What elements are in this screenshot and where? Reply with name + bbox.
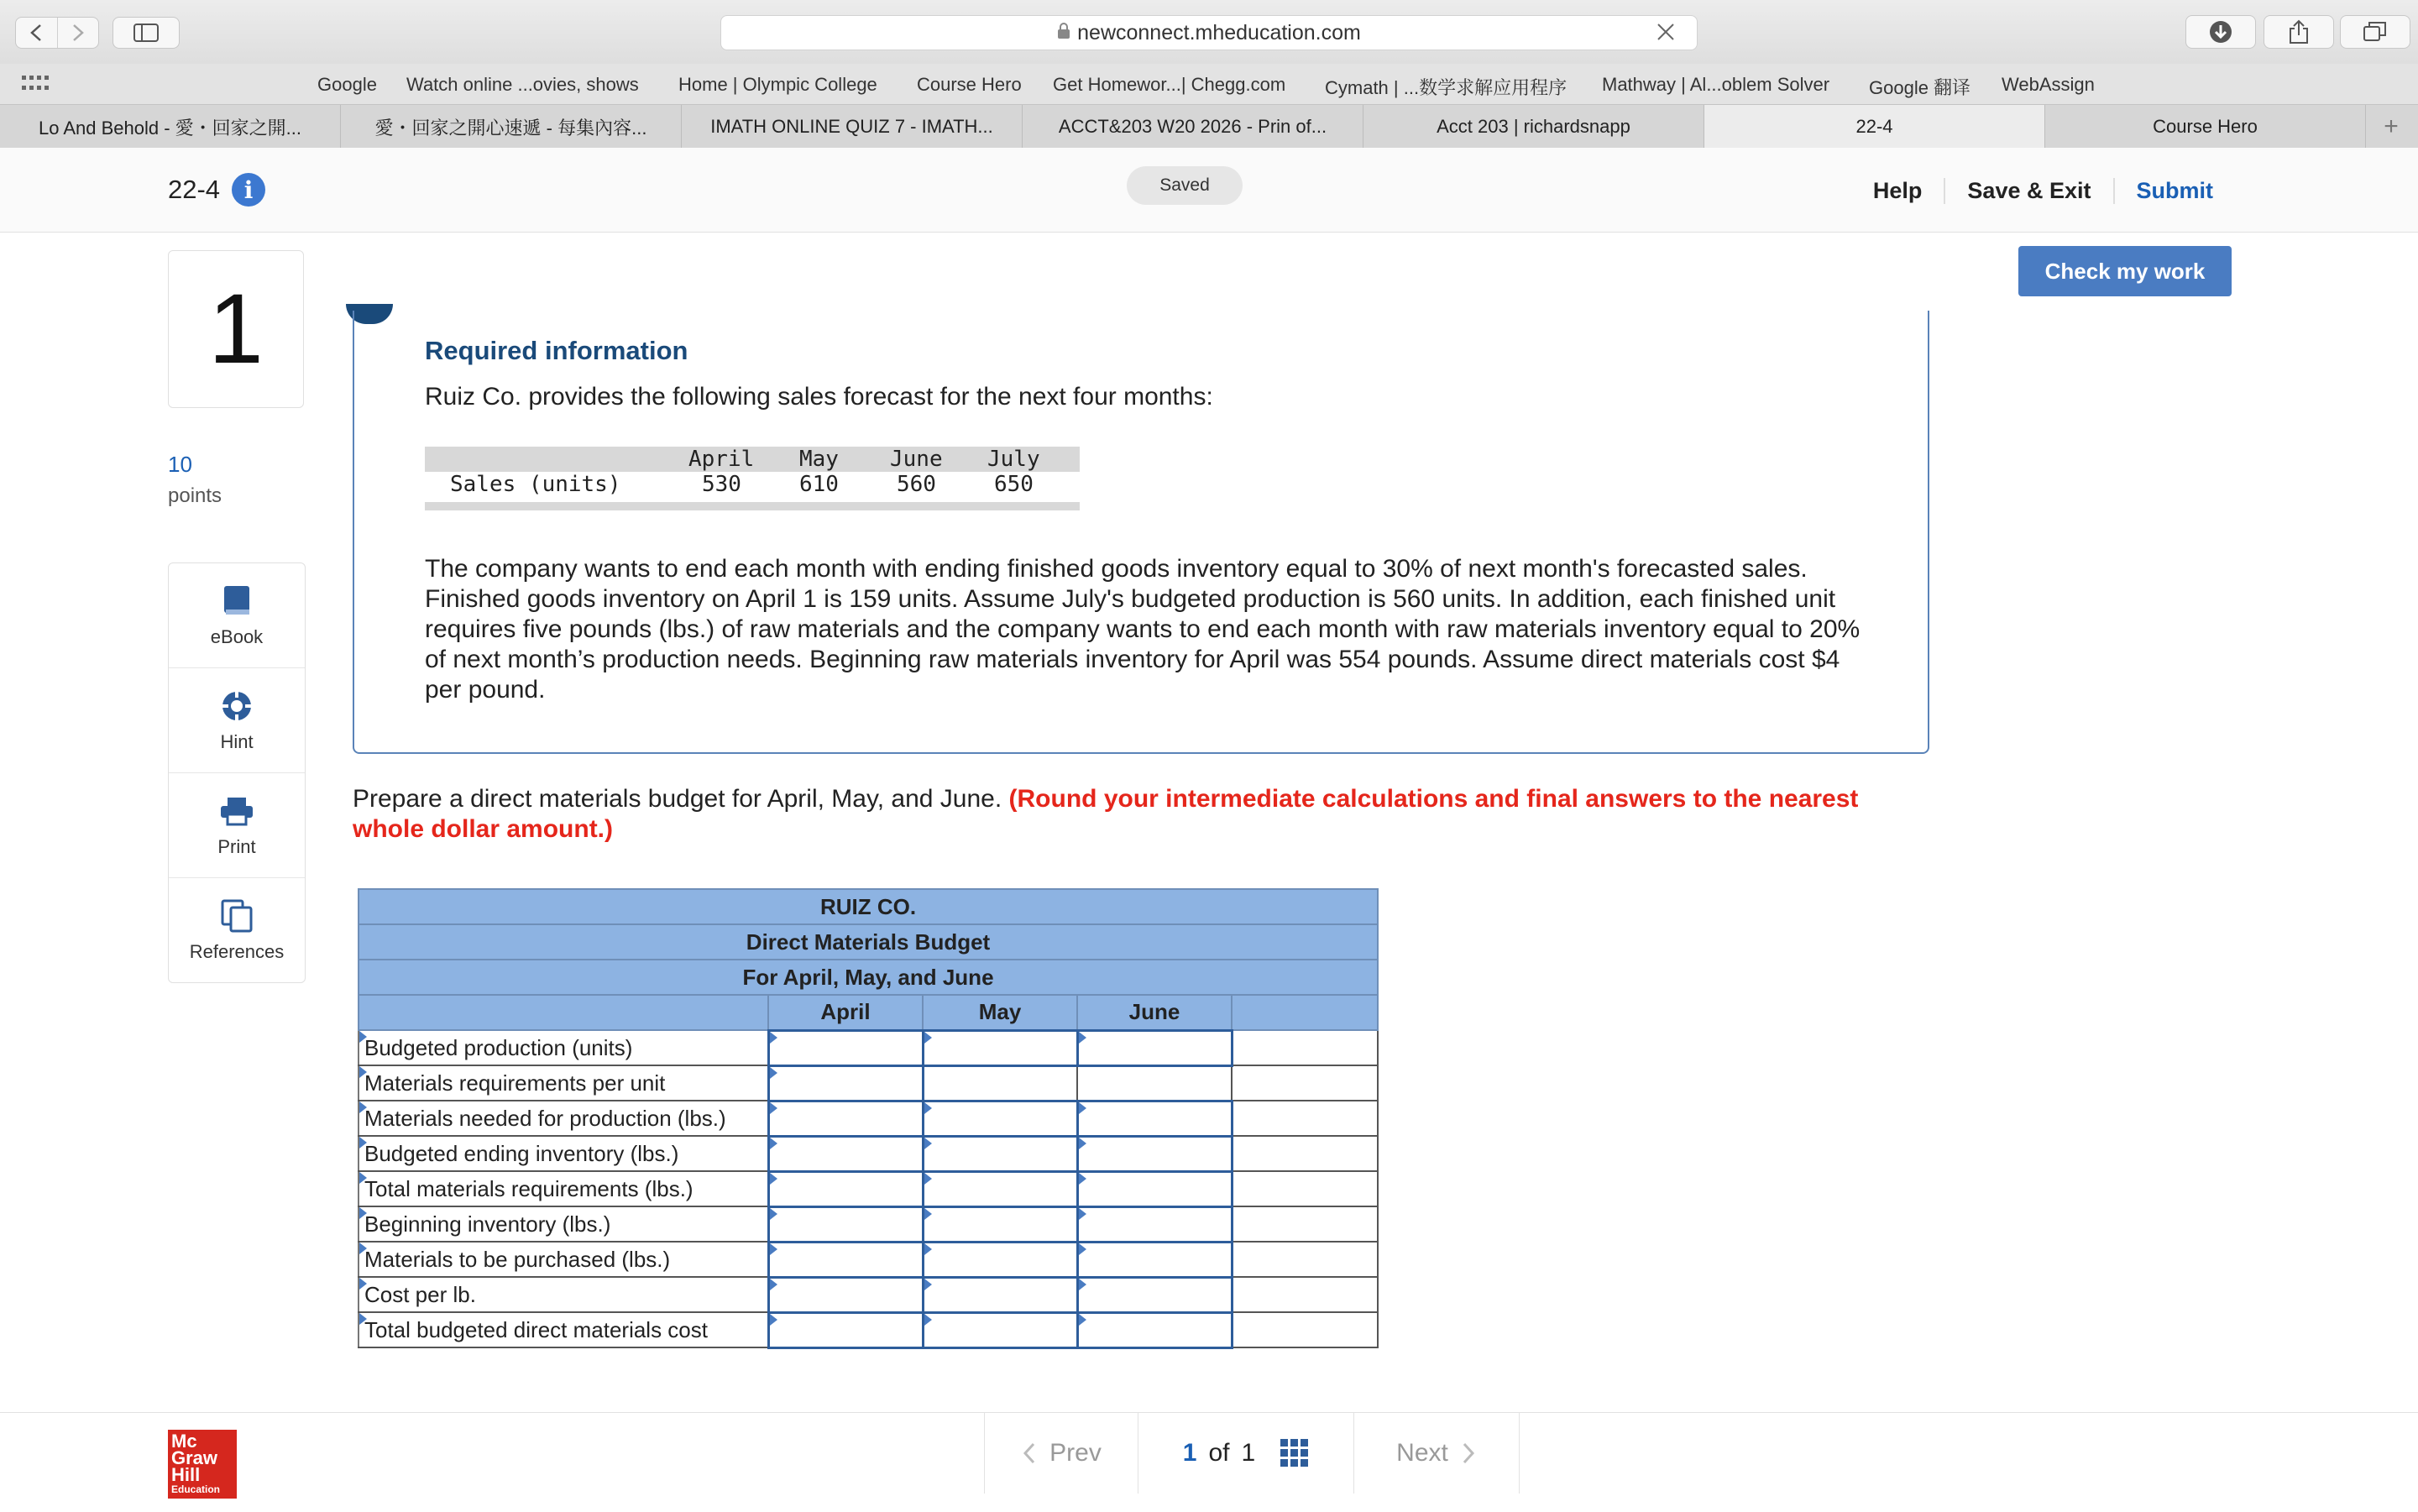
favorite-webassign[interactable]: WebAssign: [2002, 74, 2095, 95]
materials-purchased-june-input[interactable]: [1077, 1242, 1232, 1277]
table-row: [359, 1206, 1378, 1242]
logo-line-4: Education: [171, 1483, 221, 1495]
browser-toolbar: [0, 0, 2418, 64]
url-text: newconnect.mheducation.com: [1077, 20, 1361, 44]
footer: [0, 1412, 2418, 1512]
problem-description: The company wants to end each month with ending finished goods inventory equal to 30% of next month's forecasted sales. Finished goods inventory on April 1 is 159 units. Assume July's budgeted production is 560 units. In addition, each finished unit requires five pounds (lbs.) of raw materials and the company wants to end each month with raw materials inventory equal to 20% of next month’s production needs. Beginning raw materials inventory for April was 554 pounds. Assume direct materials cost $4 per pound.: [425, 555, 1861, 704]
ending-inventory-june-input[interactable]: [1077, 1136, 1232, 1171]
budget-header-blank: [359, 995, 768, 1030]
table-row: [359, 1065, 1378, 1101]
favorite-chegg[interactable]: Get Homewor...| Chegg.com: [1053, 74, 1286, 95]
total-cost-april-input[interactable]: [768, 1312, 923, 1347]
hint-label: Hint: [220, 731, 254, 752]
favorite-google-translate[interactable]: Google 翻译: [1869, 77, 1971, 98]
book-icon: [222, 583, 251, 620]
page-of: of: [1208, 1439, 1230, 1467]
ebook-button[interactable]: [169, 563, 305, 668]
table-row: [359, 1277, 1378, 1312]
sales-forecast-intro: Ruiz Co. provides the following sales forecast for the next four months:: [425, 383, 1213, 411]
budget-company: RUIZ CO.: [359, 889, 1378, 924]
tools-panel: [168, 562, 306, 983]
ending-inventory-may-input[interactable]: [923, 1136, 1077, 1171]
prepare-text: Prepare a direct materials budget for April, May, and June.: [353, 785, 1002, 813]
references-label: References: [189, 941, 285, 962]
logo-line-3: Hill: [171, 1464, 201, 1485]
row-label-materials-purchased: Materials to be purchased (lbs.): [359, 1242, 768, 1277]
nav-buttons: [15, 17, 99, 49]
new-tab-button[interactable]: +: [2384, 112, 2399, 140]
pagination: [984, 1413, 1520, 1494]
column-header-extra: [1232, 995, 1378, 1030]
chevron-left-icon: [29, 24, 43, 42]
empty-cell: [1232, 1242, 1378, 1277]
row-label-total-cost: Total budgeted direct materials cost: [359, 1312, 768, 1347]
empty-cell: [1232, 1312, 1378, 1347]
ebook-label: eBook: [210, 626, 264, 647]
direct-materials-budget-table: [358, 888, 1379, 1349]
favorite-cymath[interactable]: Cymath | ...数学求解应用程序: [1325, 77, 1568, 98]
table-row: [359, 1312, 1378, 1347]
empty-cell: [1232, 1065, 1378, 1101]
budget-title: Direct Materials Budget: [359, 924, 1378, 960]
month-july: July: [987, 447, 1040, 472]
chevron-right-icon: [71, 24, 85, 42]
chevron-right-icon: [1460, 1441, 1477, 1465]
row-label-ending-inventory: Budgeted ending inventory (lbs.): [359, 1136, 768, 1171]
prev-button[interactable]: [984, 1413, 1138, 1494]
instructions: [353, 784, 1931, 845]
cost-per-lb-may-input[interactable]: [923, 1277, 1077, 1312]
page-title: [168, 173, 265, 207]
row-label-cost-per-lb: Cost per lb.: [359, 1277, 768, 1312]
materials-purchased-may-input[interactable]: [923, 1242, 1077, 1277]
beginning-inventory-june-input[interactable]: [1077, 1206, 1232, 1242]
submit-button[interactable]: Submit: [2113, 178, 2236, 204]
table-row: [359, 1242, 1378, 1277]
table-row: [359, 1136, 1378, 1171]
share-button[interactable]: [2264, 15, 2334, 49]
tab-acct-203-richardsnapp[interactable]: Acct 203 | richardsnapp: [1363, 105, 1704, 149]
month-june: June: [890, 447, 943, 472]
address-bar[interactable]: [720, 15, 1698, 50]
favorite-course-hero[interactable]: Course Hero: [917, 74, 1022, 95]
table-row: [359, 1101, 1378, 1136]
lock-icon: [1057, 21, 1070, 45]
sales-april: 530: [702, 472, 741, 497]
check-my-work-button[interactable]: Check my work: [2018, 246, 2232, 296]
materials-needed-may-input[interactable]: [923, 1101, 1077, 1136]
row-label-beginning-inventory: Beginning inventory (lbs.): [359, 1206, 768, 1242]
required-info-title: Required information: [425, 336, 688, 365]
materials-purchased-april-input[interactable]: [768, 1242, 923, 1277]
month-april: April: [688, 447, 755, 472]
page-indicator[interactable]: [1138, 1413, 1353, 1494]
grid-icon[interactable]: [1280, 1439, 1309, 1468]
beginning-inventory-april-input[interactable]: [768, 1206, 923, 1242]
total-pages: 1: [1241, 1439, 1256, 1467]
month-may: May: [799, 447, 839, 472]
cost-per-lb-april-input[interactable]: [768, 1277, 923, 1312]
points-label: points: [168, 484, 222, 507]
info-icon[interactable]: i: [232, 173, 265, 207]
hint-button[interactable]: [169, 668, 305, 773]
saved-status-badge: Saved: [1127, 166, 1243, 205]
tabs-icon: [2363, 20, 2388, 44]
chevron-left-icon: [1021, 1441, 1038, 1465]
empty-cell: [1077, 1065, 1232, 1101]
question-number: 1: [168, 250, 304, 408]
prev-label: Prev: [1049, 1439, 1102, 1467]
sidebar-toggle-button[interactable]: [113, 17, 180, 49]
budgeted-production-april-input[interactable]: [768, 1030, 923, 1065]
budget-period: For April, May, and June: [359, 960, 1378, 995]
favorites-bar: [0, 64, 2418, 104]
references-button[interactable]: [169, 878, 305, 982]
share-icon: [2288, 19, 2310, 44]
budgeted-production-may-input[interactable]: [923, 1030, 1077, 1065]
tab-lo-and-behold[interactable]: Lo And Behold - 愛・回家之開...: [0, 105, 341, 149]
row-label-materials-needed: Materials needed for production (lbs.): [359, 1101, 768, 1136]
lifebuoy-icon: [220, 688, 254, 725]
sales-forecast-row: [425, 472, 1080, 510]
tab-22-4[interactable]: 22-4: [1704, 105, 2045, 149]
empty-cell: [1232, 1206, 1378, 1242]
ending-inventory-april-input[interactable]: [768, 1136, 923, 1171]
sales-forecast-header: [425, 447, 1080, 472]
assignment-header: [0, 148, 2418, 233]
tab-acct-203-course[interactable]: ACCT&203 W20 2026 - Prin of...: [1023, 105, 1363, 149]
favorite-mathway[interactable]: Mathway | Al...oblem Solver: [1602, 74, 1830, 95]
print-button[interactable]: [169, 773, 305, 878]
total-requirements-june-input[interactable]: [1077, 1171, 1232, 1206]
logo-line-1: Mc: [171, 1431, 197, 1452]
sales-july: 650: [994, 472, 1034, 497]
total-requirements-may-input[interactable]: [923, 1171, 1077, 1206]
row-label-materials-per-unit: Materials requirements per unit: [359, 1065, 768, 1101]
column-header-june: June: [1077, 995, 1232, 1030]
empty-cell: [1232, 1101, 1378, 1136]
forward-button[interactable]: [57, 18, 99, 48]
sales-label: Sales (units): [450, 472, 621, 497]
back-button[interactable]: [16, 18, 57, 48]
mcgraw-hill-logo: [168, 1430, 237, 1499]
table-row: [359, 1030, 1378, 1065]
current-page: 1: [1182, 1439, 1197, 1467]
total-cost-june-input[interactable]: [1077, 1312, 1232, 1347]
materials-per-unit-april-input[interactable]: [768, 1065, 923, 1101]
row-label-budgeted-production: Budgeted production (units): [359, 1030, 768, 1065]
sales-june: 560: [897, 472, 936, 497]
close-icon[interactable]: [1653, 19, 1678, 50]
assignment-title: 22-4: [168, 175, 221, 204]
download-icon: [2208, 19, 2233, 44]
points-display: [168, 452, 222, 508]
favorite-olympic-college[interactable]: Home | Olympic College: [678, 74, 877, 95]
empty-cell: [1232, 1136, 1378, 1171]
materials-needed-june-input[interactable]: [1077, 1101, 1232, 1136]
rounding-instruction: (Round your intermediate calculations and final answers to the nearest whole dollar amount.): [353, 785, 1859, 843]
tab-family-news[interactable]: 愛・回家之開心速遞 - 每集內容...: [341, 105, 682, 149]
tabs-overview-button[interactable]: [2340, 15, 2410, 49]
favorite-google[interactable]: Google: [317, 74, 377, 95]
logo-line-2: Graw: [171, 1447, 218, 1468]
materials-needed-april-input[interactable]: [768, 1101, 923, 1136]
total-requirements-april-input[interactable]: [768, 1171, 923, 1206]
header-actions: [1851, 178, 2235, 204]
tab-imath-quiz[interactable]: IMATH ONLINE QUIZ 7 - IMATH...: [682, 105, 1023, 149]
sales-forecast-table: [425, 447, 1080, 510]
download-button[interactable]: [2185, 15, 2256, 49]
next-button[interactable]: [1353, 1413, 1520, 1494]
print-label: Print: [217, 836, 256, 857]
empty-cell: [1232, 1171, 1378, 1206]
column-header-april: April: [768, 995, 923, 1030]
table-row: [359, 1171, 1378, 1206]
empty-cell: [1232, 1277, 1378, 1312]
points-value: 10: [168, 452, 192, 477]
tab-course-hero[interactable]: Course Hero: [2045, 105, 2366, 149]
help-button[interactable]: Help: [1872, 178, 1923, 203]
next-label: Next: [1396, 1439, 1448, 1467]
copy-document-icon: [221, 897, 253, 934]
favorite-watch-online[interactable]: Watch online ...ovies, shows: [406, 74, 639, 95]
sidebar-icon: [133, 24, 159, 42]
tab-bar: [0, 104, 2418, 149]
beginning-inventory-may-input[interactable]: [923, 1206, 1077, 1242]
row-label-total-requirements: Total materials requirements (lbs.): [359, 1171, 768, 1206]
column-header-may: May: [923, 995, 1077, 1030]
empty-cell: [923, 1065, 1077, 1101]
printer-icon: [219, 793, 254, 829]
sales-may: 610: [799, 472, 839, 497]
total-cost-may-input[interactable]: [923, 1312, 1077, 1347]
empty-cell: [1232, 1030, 1378, 1065]
save-exit-button[interactable]: Save & Exit: [1944, 178, 2112, 204]
budgeted-production-june-input[interactable]: [1077, 1030, 1232, 1065]
cost-per-lb-june-input[interactable]: [1077, 1277, 1232, 1312]
apps-grid-icon[interactable]: [22, 76, 50, 97]
